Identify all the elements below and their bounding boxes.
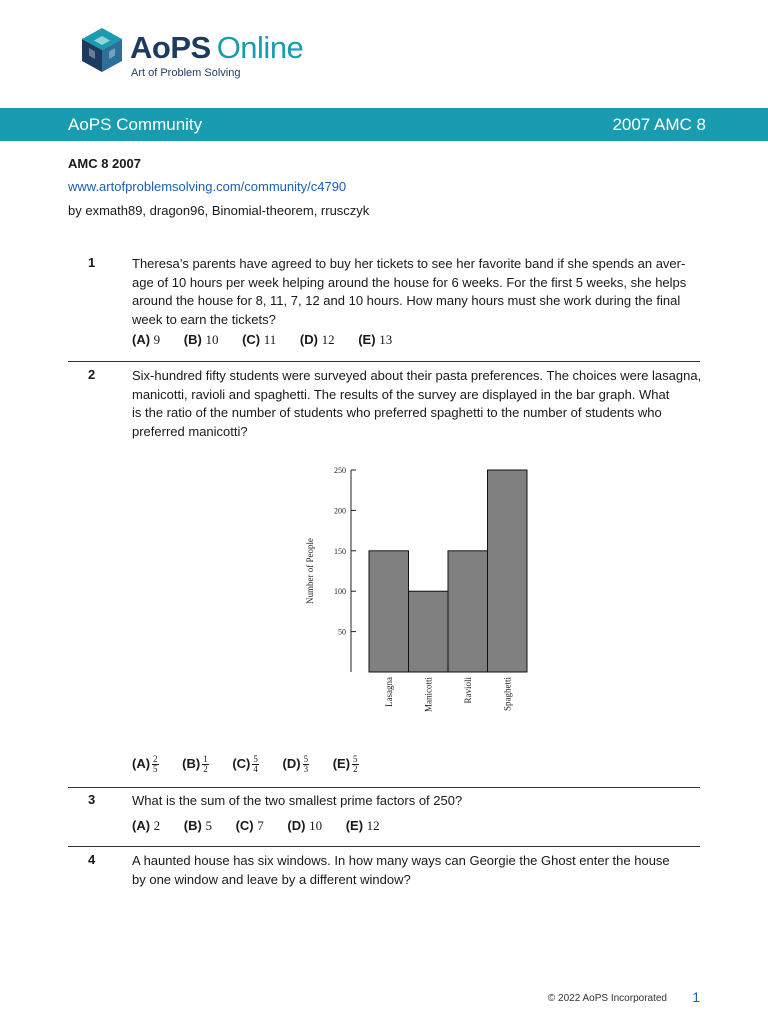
footer-copyright: © 2022 AoPS Incorporated (547, 993, 667, 1004)
problem-text-line: manicotti, ravioli and spaghetti. The results of the survey are displayed in the bar graph. What (132, 386, 670, 402)
choice-a: (A) 2 (132, 818, 161, 833)
fraction: $\frac{5}{3}$ (303, 754, 309, 774)
choice-e: (E) 13 (358, 332, 393, 347)
fraction: $\frac{2}{5}$ (153, 754, 158, 774)
contest-title: AMC 8 2007 (68, 156, 141, 171)
problem-number: 3 (88, 792, 96, 807)
y-axis-label: Number of People (305, 538, 315, 604)
x-category-label: Ravioli (462, 677, 473, 704)
choice-b: (B) 10 (183, 332, 219, 347)
fraction: $\frac{5}{4}$ (253, 754, 258, 774)
bar-lasagna (369, 551, 409, 672)
choice-c: (C) $\frac{5}{4}$ (232, 754, 258, 774)
bar-manicotti (409, 591, 449, 672)
problem-number: 1 (88, 255, 96, 270)
answer-choices (132, 818, 400, 834)
problem-text-line: week to earn the tickets? (132, 311, 276, 327)
page-number: 1 (692, 989, 700, 1005)
problem-text-line: by one window and leave by a different window? (132, 871, 411, 887)
x-category-label: Lasagna (383, 677, 394, 707)
y-tick-label: 150 (334, 546, 346, 556)
choice-e: (E) 12 (345, 818, 380, 833)
problem-number: 4 (88, 852, 96, 867)
choice-c: (C) 11 (242, 332, 277, 347)
x-category-label: Spaghetti (502, 677, 513, 711)
problem-text-line: What is the sum of the two smallest prime factors of 250? (132, 793, 463, 808)
fraction: $\frac{5}{2}$ (353, 754, 358, 774)
y-tick-label: 200 (334, 506, 346, 516)
problem-divider (68, 361, 700, 362)
problem-number: 2 (88, 367, 96, 382)
bar-spaghetti (488, 470, 528, 672)
choice-e: (E) $\frac{5}{2}$ (332, 754, 358, 774)
choice-b: (B) $\frac{1}{2}$ (182, 754, 208, 774)
problem-text-line: Six-hundred fifty students were surveyed about their pasta preferences. The choices were lasagna, (132, 368, 702, 383)
contest-link[interactable]: www.artofproblemsolving.com/community/c4790 (68, 179, 347, 194)
problem-text (132, 792, 702, 811)
choice-b: (B) 5 (183, 818, 212, 833)
problem-text-line: age of 10 hours per week helping around the house for 6 weeks. For the first 5 weeks, she helps (132, 274, 687, 290)
fraction: $\frac{1}{2}$ (203, 754, 208, 774)
problem-text-line: preferred manicotti? (132, 423, 248, 439)
aops-logo[interactable] (80, 26, 340, 84)
y-tick-label: 250 (334, 466, 346, 475)
aops-cube-icon (80, 26, 124, 74)
problem-text (132, 367, 702, 441)
choice-a: (A) $\frac{2}{5}$ (132, 754, 158, 774)
problem-divider (68, 846, 700, 847)
community-label: AoPS Community (68, 115, 203, 134)
problem-text (132, 255, 702, 329)
choice-c: (C) 7 (235, 818, 264, 833)
contest-authors: by exmath89, dragon96, Binomial-theorem, rrusczyk (68, 203, 370, 218)
y-tick-label: 100 (334, 587, 346, 597)
choice-d: (D) 10 (287, 818, 323, 833)
logo-tagline: Art of Problem Solving (131, 67, 241, 79)
problem-text-line: Theresa’s parents have agreed to buy her tickets to see her favorite band if she spends an aver- (132, 256, 686, 271)
pasta-bar-chart (296, 458, 536, 728)
problem-text-line: A haunted house has six windows. In how many ways can Georgie the Ghost enter the house (132, 853, 670, 868)
choice-a: (A) 9 (132, 332, 161, 347)
problem-text-line: is the ratio of the number of students who preferred spaghetti to the number of students who (132, 405, 662, 420)
answer-choices (132, 332, 412, 348)
problem-text-line: around the house for 8, 11, 7, 12 and 10 hours. How many hours must she work during the final (132, 293, 681, 308)
contest-label: 2007 AMC 8 (612, 115, 706, 134)
problem-divider (68, 787, 700, 788)
header-banner (0, 108, 768, 141)
y-tick-label: 50 (338, 627, 346, 637)
answer-choices (132, 755, 379, 774)
choice-d: (D) $\frac{5}{3}$ (282, 754, 309, 774)
choice-d: (D) 12 (299, 332, 335, 347)
bar-ravioli (448, 551, 488, 672)
problem-text (132, 852, 702, 889)
x-category-label: Manicotti (423, 677, 434, 712)
logo-wordmark: AoPS Online (130, 30, 304, 65)
